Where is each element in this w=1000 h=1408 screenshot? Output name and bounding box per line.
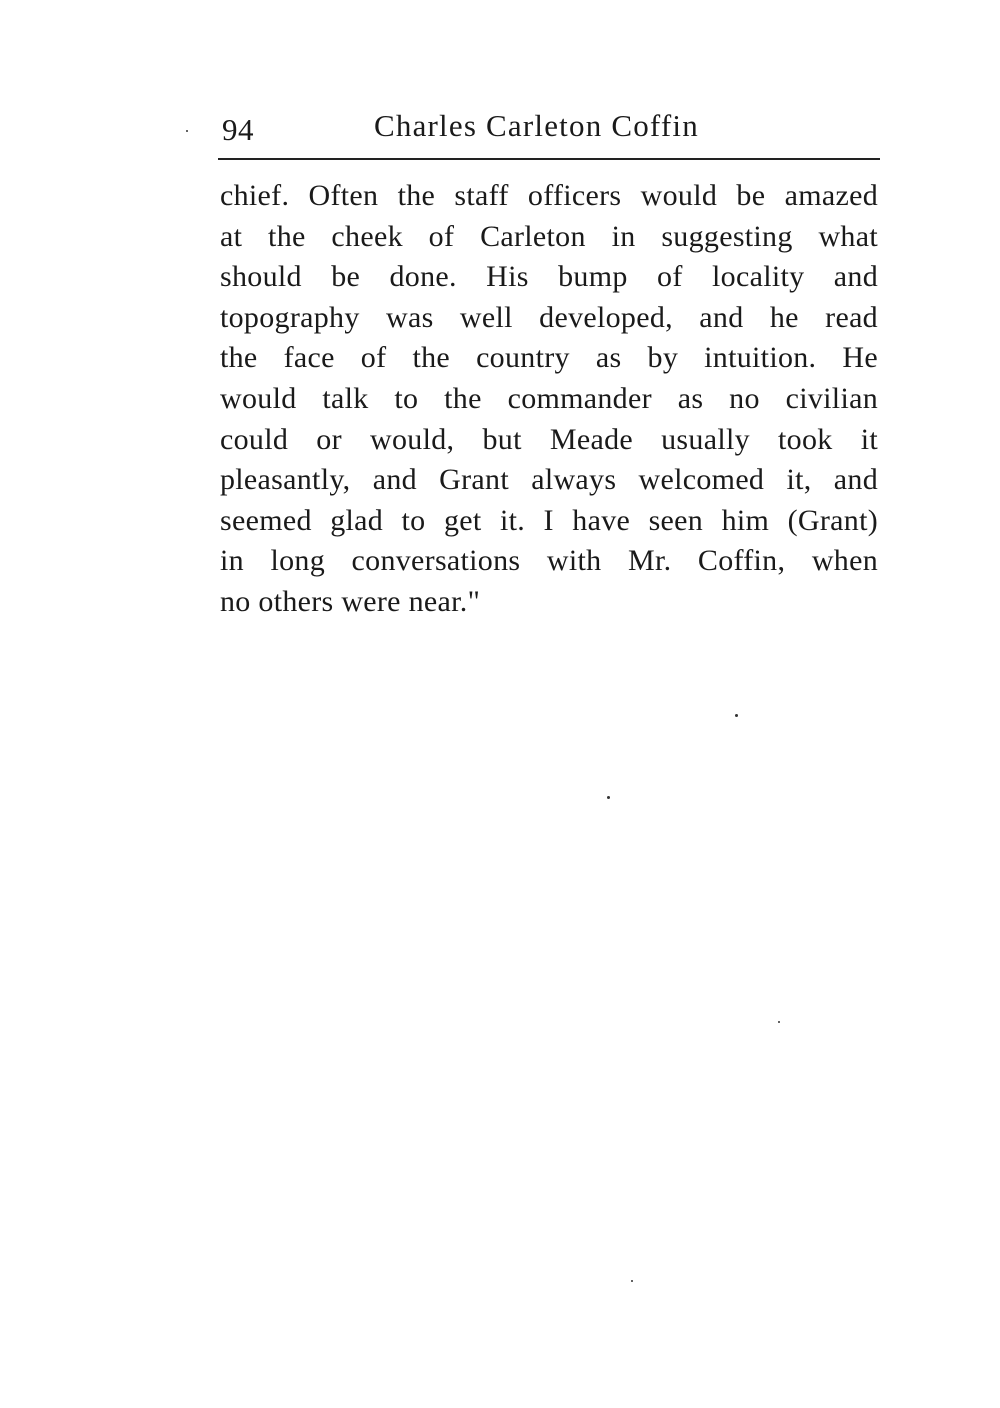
text-line: pleasantly, and Grant always welcomed it, and [220,463,878,497]
page-number: 94 [222,112,254,147]
scan-speck [778,1021,780,1023]
running-title: Charles Carleton Coffin [374,108,699,143]
text-line: the face of the country as by intuition. He [220,341,878,375]
text-line: in long conversations with Mr. Coffin, when [220,544,878,578]
text-line: would talk to the commander as no civilian [220,381,878,415]
scan-speck [631,1280,633,1282]
scan-speck [186,130,188,132]
text-line: chief. Often the staff officers would be amazed [220,179,878,212]
text-line: could or would, but Meade usually took it [220,422,878,456]
scan-speck [735,714,738,717]
text-line: at the cheek of Carleton in suggesting what [220,219,878,253]
body-paragraph [220,176,878,623]
text-line: topography was well developed, and he read [220,300,878,334]
scan-speck [607,796,610,799]
text-line: should be done. His bump of locality and [220,260,878,294]
text-line: no others were near." [220,584,481,618]
text-line: seemed glad to get it. I have seen him (Grant) [220,503,878,537]
running-head [220,104,880,152]
header-rule [218,158,880,160]
